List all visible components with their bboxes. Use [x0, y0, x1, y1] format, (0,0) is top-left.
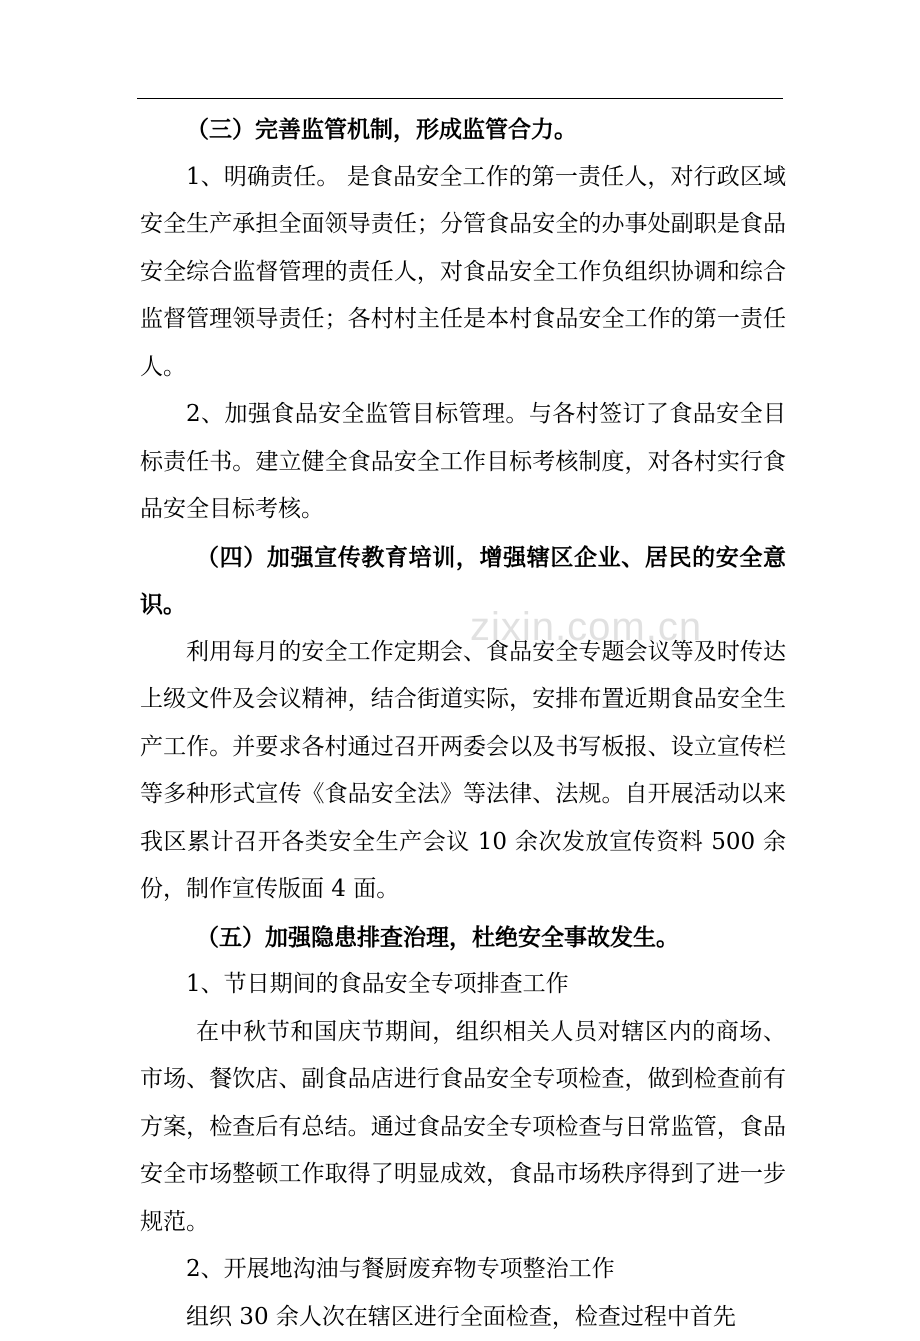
- section-heading-3: （三）完善监管机制，形成监管合力。: [140, 106, 786, 154]
- section-heading-4: （四）加强宣传教育培训，增强辖区企业、居民的安全意识。: [140, 534, 786, 629]
- header-rule: [137, 98, 783, 99]
- paragraph: 组织 30 余人次在辖区进行全面检查，检查过程中首先: [140, 1294, 786, 1341]
- paragraph: 2、加强食品安全监管目标管理。与各村签订了食品安全目标责任书。建立健全食品安全工作目标考核制度，对各村实行食品安全目标考核。: [140, 391, 786, 534]
- watermark: zixin.com.cn: [470, 605, 702, 650]
- document-body: [140, 106, 786, 1341]
- section-heading-5: （五）加强隐患排查治理，杜绝安全事故发生。: [140, 914, 786, 962]
- paragraph: 在中秋节和国庆节期间，组织相关人员对辖区内的商场、市场、餐饮店、副食品店进行食品安全专项检查，做到检查前有方案，检查后有总结。通过食品安全专项检查与日常监管，食品安全市场整顿工作取得了明显成效，食品市场秩序得到了进一步规范。: [140, 1009, 786, 1247]
- paragraph: 1、明确责任。 是食品安全工作的第一责任人，对行政区域安全生产承担全面领导责任；分管食品安全的办事处副职是食品安全综合监督管理的责任人，对食品安全工作负组织协调和综合监督管理领导责任；各村村主任是本村食品安全工作的第一责任人。: [140, 154, 786, 392]
- paragraph: 1、节日期间的食品安全专项排查工作: [140, 961, 786, 1009]
- paragraph: 2、开展地沟油与餐厨废弃物专项整治工作: [140, 1246, 786, 1294]
- paragraph: 利用每月的安全工作定期会、食品安全专题会议等及时传达上级文件及会议精神，结合街道实际，安排布置近期食品安全生产工作。并要求各村通过召开两委会以及书写板报、设立宣传栏等多种形式宣传《食品安全法》等法律、法规。自开展活动以来我区累计召开各类安全生产会议 10 余次发放宣传资料 500 余份，制作宣传版面 4 面。: [140, 629, 786, 914]
